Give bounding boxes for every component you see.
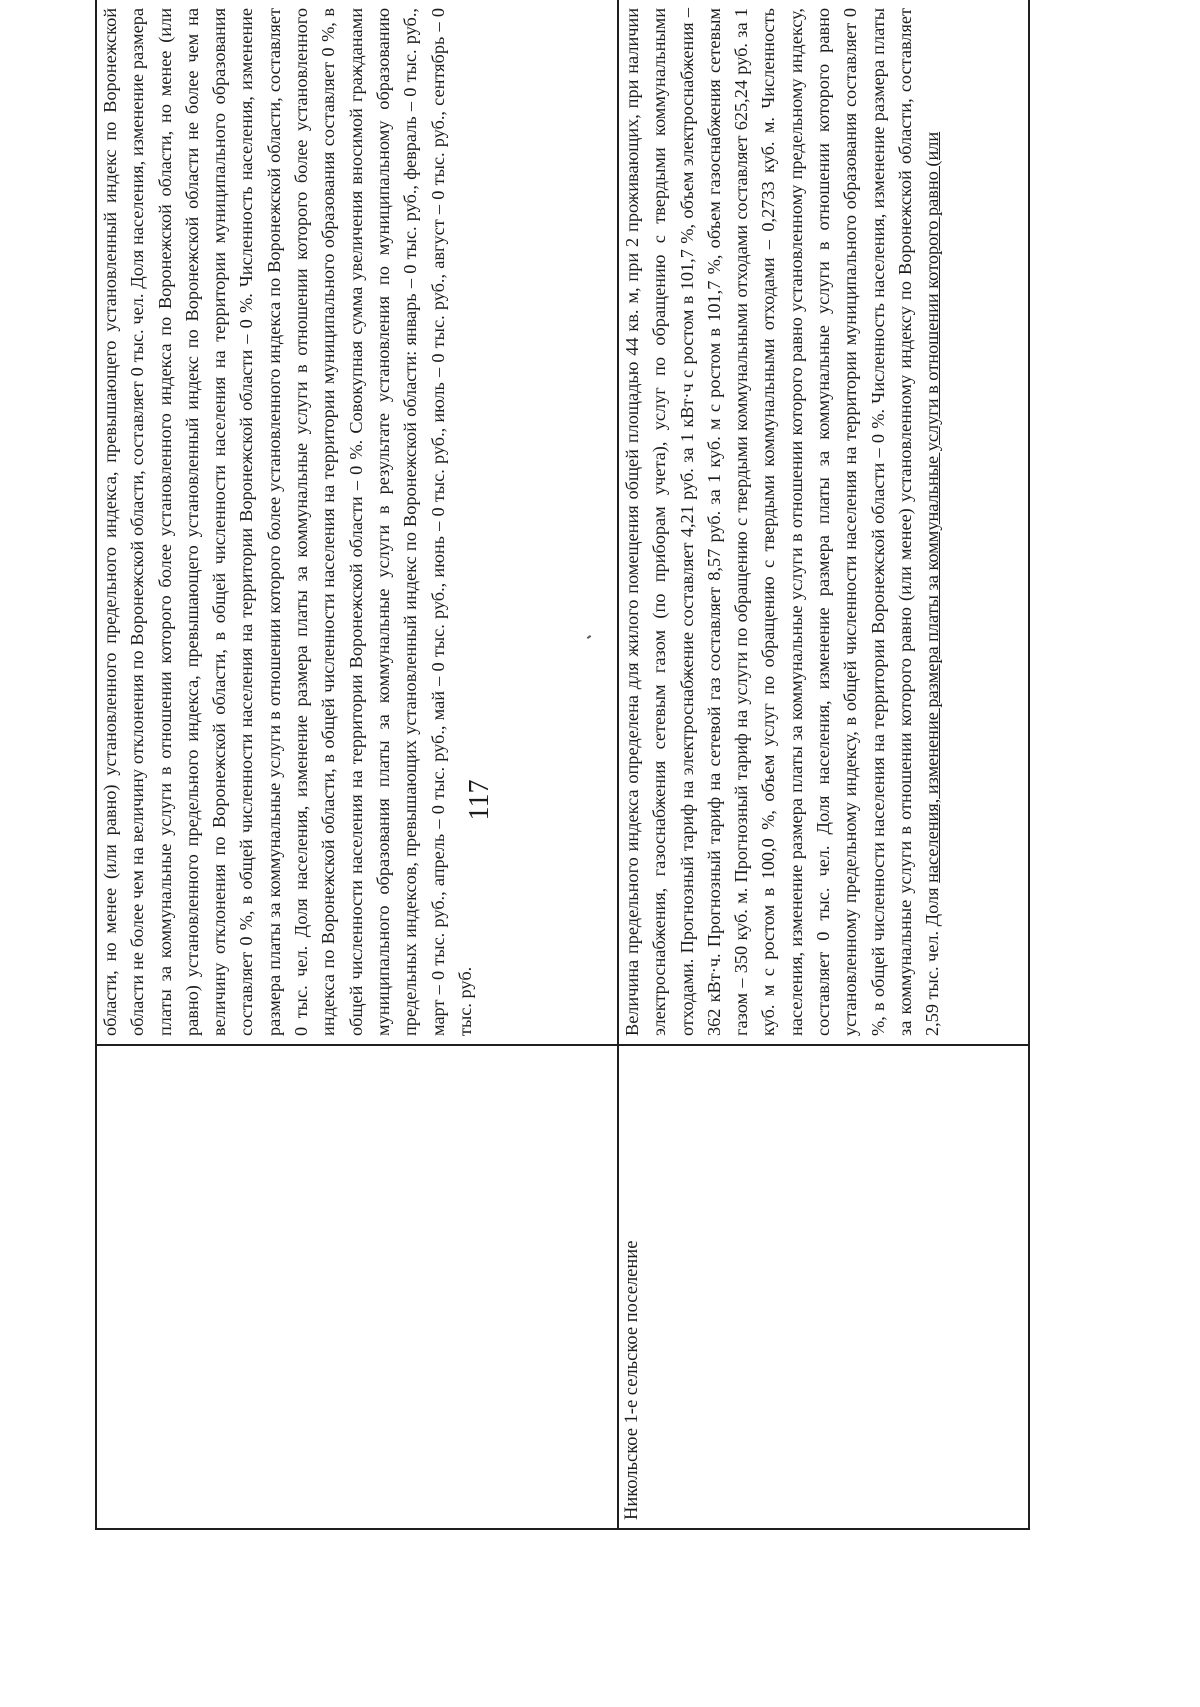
page-number: 117 [464,779,495,821]
description-text: Величина предельного индекса определена для жилого помещения общей площадью 44 кв. м, при 2 проживающих, при наличии электроснабжения, газоснабжения сетевым газом (по приборам учета), услуг по обращению с твердыми коммунальными отходами. Прогнозный тариф на электроснабжение составляет 4,21 руб. за 1 кВт·ч с ростом в 101,7 %, объем электроснабжения – 362 кВт·ч. Прогнозный тариф на сетевой газ составляет 8,57 руб. за 1 куб. м с ростом в 101,7 %, объем газоснабжения сетевым газом – 350 куб. м. Прогнозный тариф на услуги по обращению с твердыми коммунальными отходами составляет 625,24 руб. за 1 куб. м с ростом в 100,0 %, объем услуг по обращению с твердыми коммунальными отходами – 0,2733 куб. м. Численность населения, изменение размера платы за коммунальные услуги в отношении которого равно установленному предельному индексу, составляет 0 тыс. чел. Доля населения, изменение размера платы за коммунальные услуги в отношении которого равно установленному предельному индексу, в общей численности населения на территории муниципального образования составляет 0 %, в общей численности населения на территории Воронежской области – 0 %. Численность населения, изменение размера платы за коммунальные услуги в отношении которого равно (или менее) установленному индексу по Воронежской области, составляет 2,59 тыс. чел. Доля [622,8,943,1036]
table-row [96,0,618,1529]
description-text: области, но менее (или равно) установленного предельного индекса, превышающего установленный индекс по Воронежской области не более чем на величину отклонения по Воронежской области, составляет 0 тыс. чел. Доля населения, изменение размера платы за коммунальные услуги в отношении которого более установленного индекса по Воронежской области, но менее (или равно) установленного предельного индекса, превышающего установленный индекс по Воронежской области не более чем на величину отклонения по Воронежской области, в общей численности населения на территории муниципального образования составляет 0 %, в общей численности населения на территории Воронежской области – 0 %. Численность населения, изменение размера платы за коммунальные услуги в отношении которого более установленного индекса по Воронежской области, составляет 0 тыс. чел. Доля населения, изменение размера платы за коммунальные услуги в отношении которого более установленного индекса по Воронежской области, в общей численности населения на территории муниципального образования составляет 0 %, в общей численности населения на территории Воронежской области – 0 %. Совокупная сумма увеличения вносимой гражданами муниципального образования платы за коммунальные услуги в результате установления по муниципальному образованию предельных индексов, превышающих установленный индекс по Воронежской области: январь – 0 тыс. руб., февраль – 0 тыс. руб., март – 0 тыс. руб., апрель – 0 тыс. руб., май – 0 тыс. руб., июнь – 0 тыс. руб., июль – 0 тыс. руб., август – 0 тыс. руб., сентябрь – 0 тыс. руб. [100,8,475,1036]
table-row [618,0,1029,1529]
rotated-table-container [95,0,1030,1530]
region-cell [96,1045,618,1529]
index-table [95,0,1030,1530]
region-cell [618,1045,1029,1529]
region-name: Никольское 1-е сельское поселение [622,1240,642,1520]
description-cell [618,0,1029,1045]
description-cell [96,0,618,1045]
description-text-underlined: населения, изменение размера платы за коммунальные услуги в отношении которого равно (или [922,131,943,883]
